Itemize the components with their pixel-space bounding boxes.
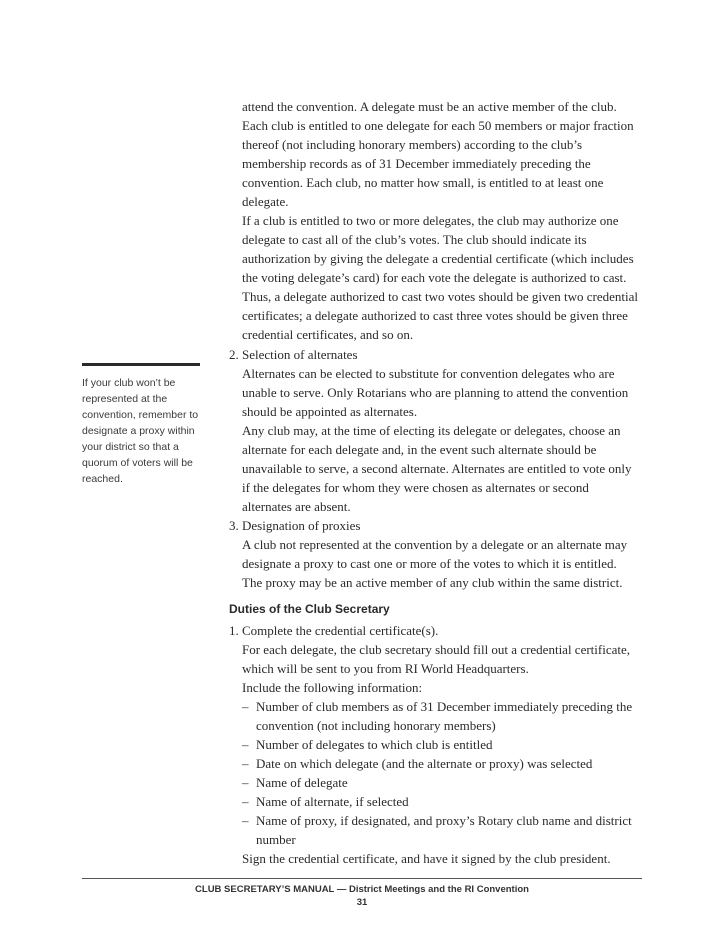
paragraph-alternates-intro: Alternates can be elected to substitute for convention delegates who are unable to serve. Only Rotarians who are planning to attend the convention should be appointed as alternates. [242,366,629,419]
list-item [242,792,639,811]
dash-marker: – [242,699,249,714]
paragraph-sign-certificate: Sign the credential certificate, and have it signed by the club president. [242,851,611,866]
paragraph-delegate-authorization: If a club is entitled to two or more delegates, the club may authorize one delegate to cast all of the club’s votes. The club should indicate its authorization by giving the delegate a credential certificate (which includes the voting delegate’s card) for each vote the delegate is authorized to cast. Thus, a delegate authorized to cast two votes should be given two credential certificates; a delegate authorized to cast three votes should be given three credential certificates, and so on. [242,213,639,342]
list-number: 2. [229,347,239,362]
dash-marker: – [242,756,249,771]
list-item [242,754,639,773]
main-body-text [229,97,639,868]
bullet-list [229,697,639,849]
list-item [242,773,639,792]
paragraph-alternates-detail: Any club may, at the time of electing its delegate or delegates, choose an alternate for each delegate and, in the event such alternate should be unavailable to serve, a second alternate. Alternates are entitled to vote only if the delegates for whom they were chosen as alternates or second alternates are absent. [242,423,632,514]
list-item-selection-of-alternates [229,345,639,364]
list-item [242,697,639,735]
footer-title: CLUB SECRETARY’S MANUAL — District Meetings and the RI Convention [195,884,529,895]
list-item [242,735,639,754]
list-number: 1. [229,623,239,638]
list-item-title: Complete the credential certificate(s). [242,623,439,638]
list-item-text: Name of alternate, if selected [256,794,409,809]
paragraph-credential-certificate: For each delegate, the club secretary should fill out a credential certificate, which will be sent to you from RI World Headquarters. [242,642,631,676]
footer-rule [82,878,642,879]
paragraph-delegate-entitlement: attend the convention. A delegate must be an active member of the club. Each club is entitled to one delegate for each 50 members or major fraction thereof (not including honorary members) according to the club’s membership records as of 31 December immediately preceding the convention. Each club, no matter how small, is entitled to at least one delegate. [242,99,634,209]
list-item-text: Name of delegate [256,775,348,790]
sidebar-rule [82,363,200,366]
list-item-text: Number of delegates to which club is entitled [256,737,493,752]
list-item [242,811,639,849]
list-item-credential-certificate [229,621,639,640]
list-item-designation-of-proxies [229,516,639,535]
page-footer [82,883,642,909]
list-number: 3. [229,518,239,533]
list-item-text: Name of proxy, if designated, and proxy’s Rotary club name and district number [256,813,632,847]
paragraph-proxies: A club not represented at the convention by a delegate or an alternate may designate a proxy to cast one or more of the votes to which it is entitled. The proxy may be an active member of any club within the same district. [242,537,628,590]
section-heading: Duties of the Club Secretary [229,602,390,616]
list-item-title: Selection of alternates [242,347,358,362]
page-number: 31 [356,897,368,908]
dash-marker: – [242,737,249,752]
list-item-title: Designation of proxies [242,518,361,533]
dash-marker: – [242,794,249,809]
list-item-text: Number of club members as of 31 December immediately preceding the convention (not including honorary members) [256,699,633,733]
list-item-text: Date on which delegate (and the alternate or proxy) was selected [256,756,593,771]
sidebar-note: If your club won’t be represented at the convention, remember to designate a proxy within your district so that a quorum of voters will be reached. [82,377,199,485]
dash-marker: – [242,813,249,828]
paragraph-include-info: Include the following information: [242,680,423,695]
dash-marker: – [242,775,249,790]
